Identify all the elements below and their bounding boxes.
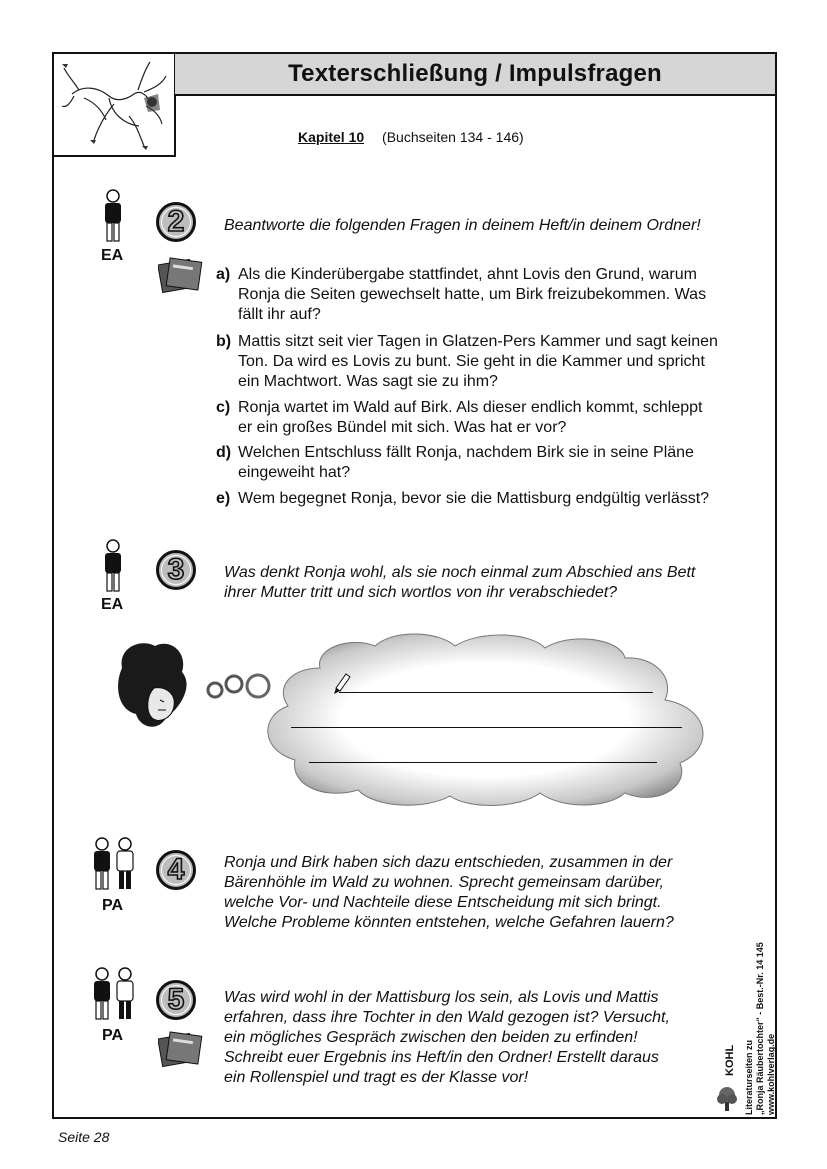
question-b: b) Mattis sitzt seit vier Tagen in Glatzen-Pers Kammer und sagt keinen Ton. Da wird es Lovis zu bunt. Sie geht in die Kammer und spricht ein Machtwort. Was sagt sie zu ihm? <box>216 333 718 390</box>
writing-line <box>309 762 657 763</box>
mode-label-pa: PA <box>102 897 124 914</box>
page-title: Texterschließung / Impulsfragen <box>175 52 777 96</box>
single-person-icon <box>100 538 126 594</box>
page-number: Seite 28 <box>58 1129 110 1145</box>
question-d: d) Welchen Entschluss fällt Ronja, nachdem Birk sie in seine Pläne eingeweiht hat? <box>216 444 694 481</box>
mode-label-pa: PA <box>102 1027 124 1044</box>
horse-illustration <box>52 52 176 157</box>
task-2-instruction: Beantworte die folgenden Fragen in deinem Heft/in deinem Ordner! <box>224 217 701 234</box>
notebook-icon <box>158 256 204 294</box>
task-4-text: Ronja und Birk haben sich dazu entschieden, zusammen in der Bärenhöhle im Wald zu wohnen. Sprecht gemeinsam darüber, welche Vor- und Nachteile diese Entscheidung mit sich bringt. Welche Probleme könnten entstehen, welche Gefahren lauern? <box>224 854 674 931</box>
notebook-icon <box>158 1030 204 1068</box>
thought-bubble <box>110 628 720 808</box>
chapter-heading <box>298 129 524 145</box>
horse-rider-icon <box>54 54 174 155</box>
mode-label-ea: EA <box>101 596 124 613</box>
question-c: c) Ronja wartet im Wald auf Birk. Als dieser endlich kommt, schleppt er ein großes Bündel mit sich. Was hat er vor? <box>216 399 703 436</box>
question-a: a) Als die Kinderübergabe stattfindet, ahnt Lovis den Grund, warum Ronja die Seiten gewechselt hatte, um Birk freizubekommen. Was fällt ihr auf? <box>216 266 707 323</box>
chapter-pages: (Buchseiten 134 - 146) <box>382 129 524 145</box>
publisher-logo-text: KOHL <box>724 1044 736 1076</box>
tree-logo-icon <box>716 1086 738 1112</box>
pair-people-icon <box>90 966 138 1024</box>
task-number-badge: 2 <box>156 202 196 242</box>
publisher-imprint: Literaturseiten zu „Ronja Räubertochter" - Best.-Nr. 14 145 www.kohlverlag.de <box>744 942 776 1115</box>
question-e: e) Wem begegnet Ronja, bevor sie die Mattisburg endgültig verlässt? <box>216 490 710 507</box>
task-number-badge: 3 <box>156 550 196 590</box>
writing-line <box>291 727 682 728</box>
writing-line <box>339 692 653 693</box>
task-5-text: Was wird wohl in der Mattisburg los sein, als Lovis und Mattis erfahren, dass ihre Tochter in den Wald gezogen ist? Versucht, ein mögliches Gespräch zwischen den beiden zu erfinden! Schreibt euer Ergebnis ins Heft/in den Ordner! Erstellt daraus ein Rollenspiel und tragt es der Klasse vor! <box>224 989 670 1086</box>
head-icon <box>118 643 186 726</box>
pair-people-icon <box>90 836 138 894</box>
task-3-text: Was denkt Ronja wohl, als sie noch einmal zum Abschied ans Bett ihrer Mutter tritt und sich wortlos von ihr verabschiedet? <box>224 564 696 601</box>
mode-label-ea: EA <box>101 247 124 264</box>
single-person-icon <box>100 188 126 244</box>
chapter-label: Kapitel 10 <box>298 129 365 145</box>
task-number-badge: 4 <box>156 850 196 890</box>
task-number-badge: 5 <box>156 980 196 1020</box>
